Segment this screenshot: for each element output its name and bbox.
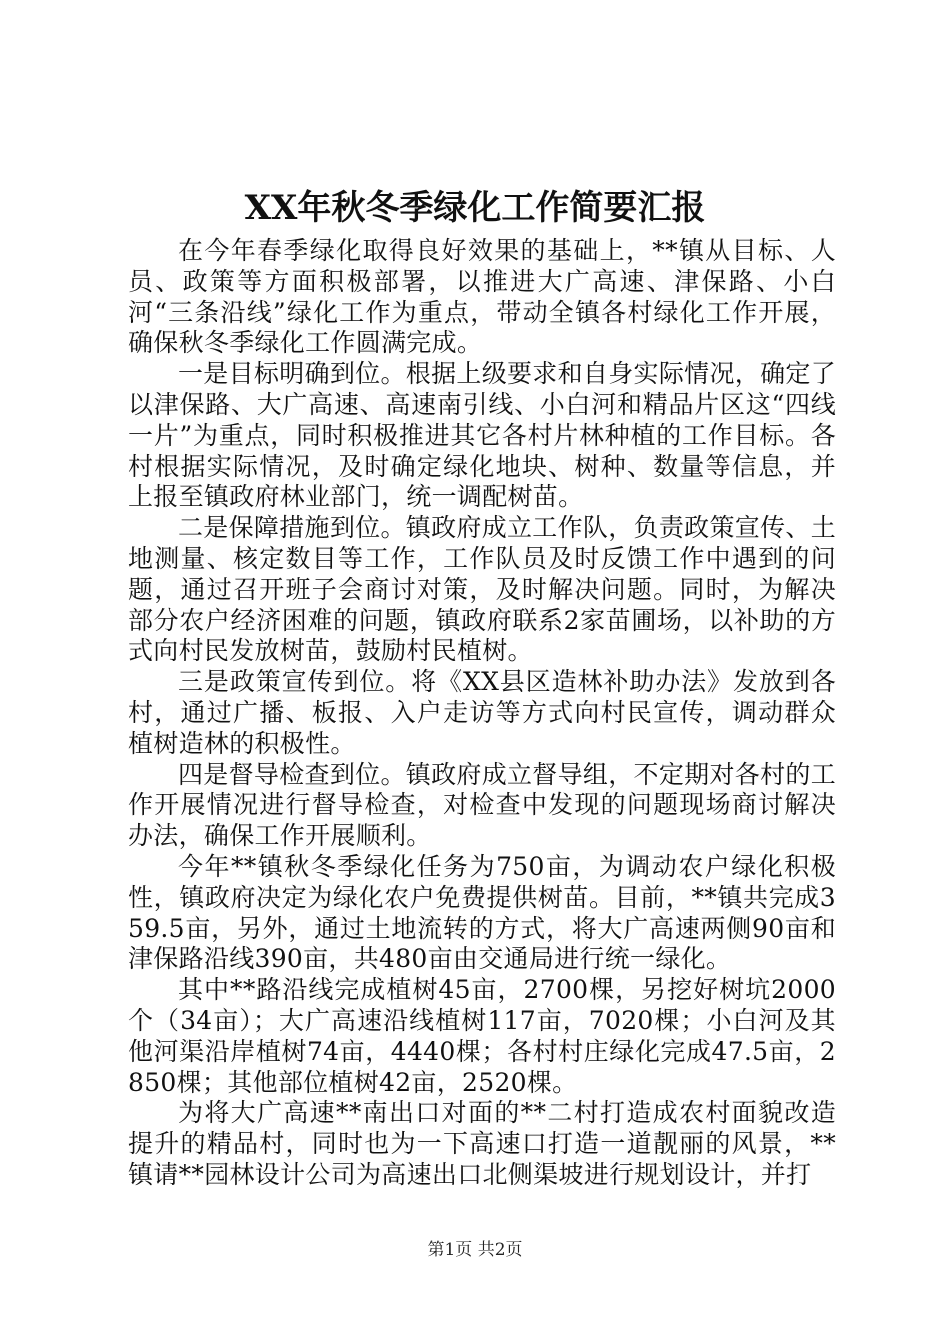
paragraph-details: 其中**路沿线完成植树45亩，2700棵，另挖好树坑2000个（34亩）；大广高速沿线植树117亩，7020棵；小白河及其他河渠沿岸植树74亩，4440棵；各村村庄绿化完成47.5亩，2850棵；其他部位植树42亩，2520棵。 xyxy=(128,975,836,1097)
paragraph-showcase: 为将大广高速**南出口对面的**二村打造成农村面貌改造提升的精品村，同时也为一下高速口打造一道靓丽的风景，**镇请**园林设计公司为高速出口北侧渠坡进行规划设计，并打 xyxy=(128,1098,836,1189)
page-footer: 第1页 共2页 xyxy=(427,1240,523,1260)
paragraph-safeguard: 二是保障措施到位。镇政府成立工作队，负责政策宣传、土地测量、核定数目等工作，工作队员及时反馈工作中遇到的问题，通过召开班子会商讨对策，及时解决问题。同时，为解决部分农户经济困难的问题，镇政府联系2家苗圃场，以补助的方式向村民发放树苗，鼓励村民植树。 xyxy=(128,513,836,666)
paragraph-publicity: 三是政策宣传到位。将《XX县区造林补助办法》发放到各村，通过广播、板报、入户走访等方式向村民宣传，调动群众植树造林的积极性。 xyxy=(128,667,836,758)
paragraph-task: 今年**镇秋冬季绿化任务为750亩，为调动农户绿化积极性，镇政府决定为绿化农户免费提供树苗。目前，**镇共完成359.5亩，另外，通过土地流转的方式，将大广高速两侧90亩和津保路沿线390亩，共480亩由交通局进行统一绿化。 xyxy=(128,851,836,974)
paragraph-intro: 在今年春季绿化取得良好效果的基础上，**镇从目标、人员、政策等方面积极部署，以推进大广高速、津保路、小白河“三条沿线”绿化工作为重点，带动全镇各村绿化工作开展，确保秋冬季绿化工作圆满完成。 xyxy=(128,236,836,358)
page-title: XX年秋冬季绿化工作简要汇报 xyxy=(244,188,706,228)
document-body xyxy=(128,236,836,1191)
paragraph-goal: 一是目标明确到位。根据上级要求和自身实际情况，确定了以津保路、大广高速、高速南引线、小白河和精品片区这“四线一片”为重点，同时积极推进其它各村片林种植的工作目标。各村根据实际情况，及时确定绿化地块、树种、数量等信息，并上报至镇政府林业部门，统一调配树苗。 xyxy=(128,359,836,512)
paragraph-inspection: 四是督导检查到位。镇政府成立督导组，不定期对各村的工作开展情况进行督导检查，对检查中发现的问题现场商讨解决办法，确保工作开展顺利。 xyxy=(128,759,836,851)
